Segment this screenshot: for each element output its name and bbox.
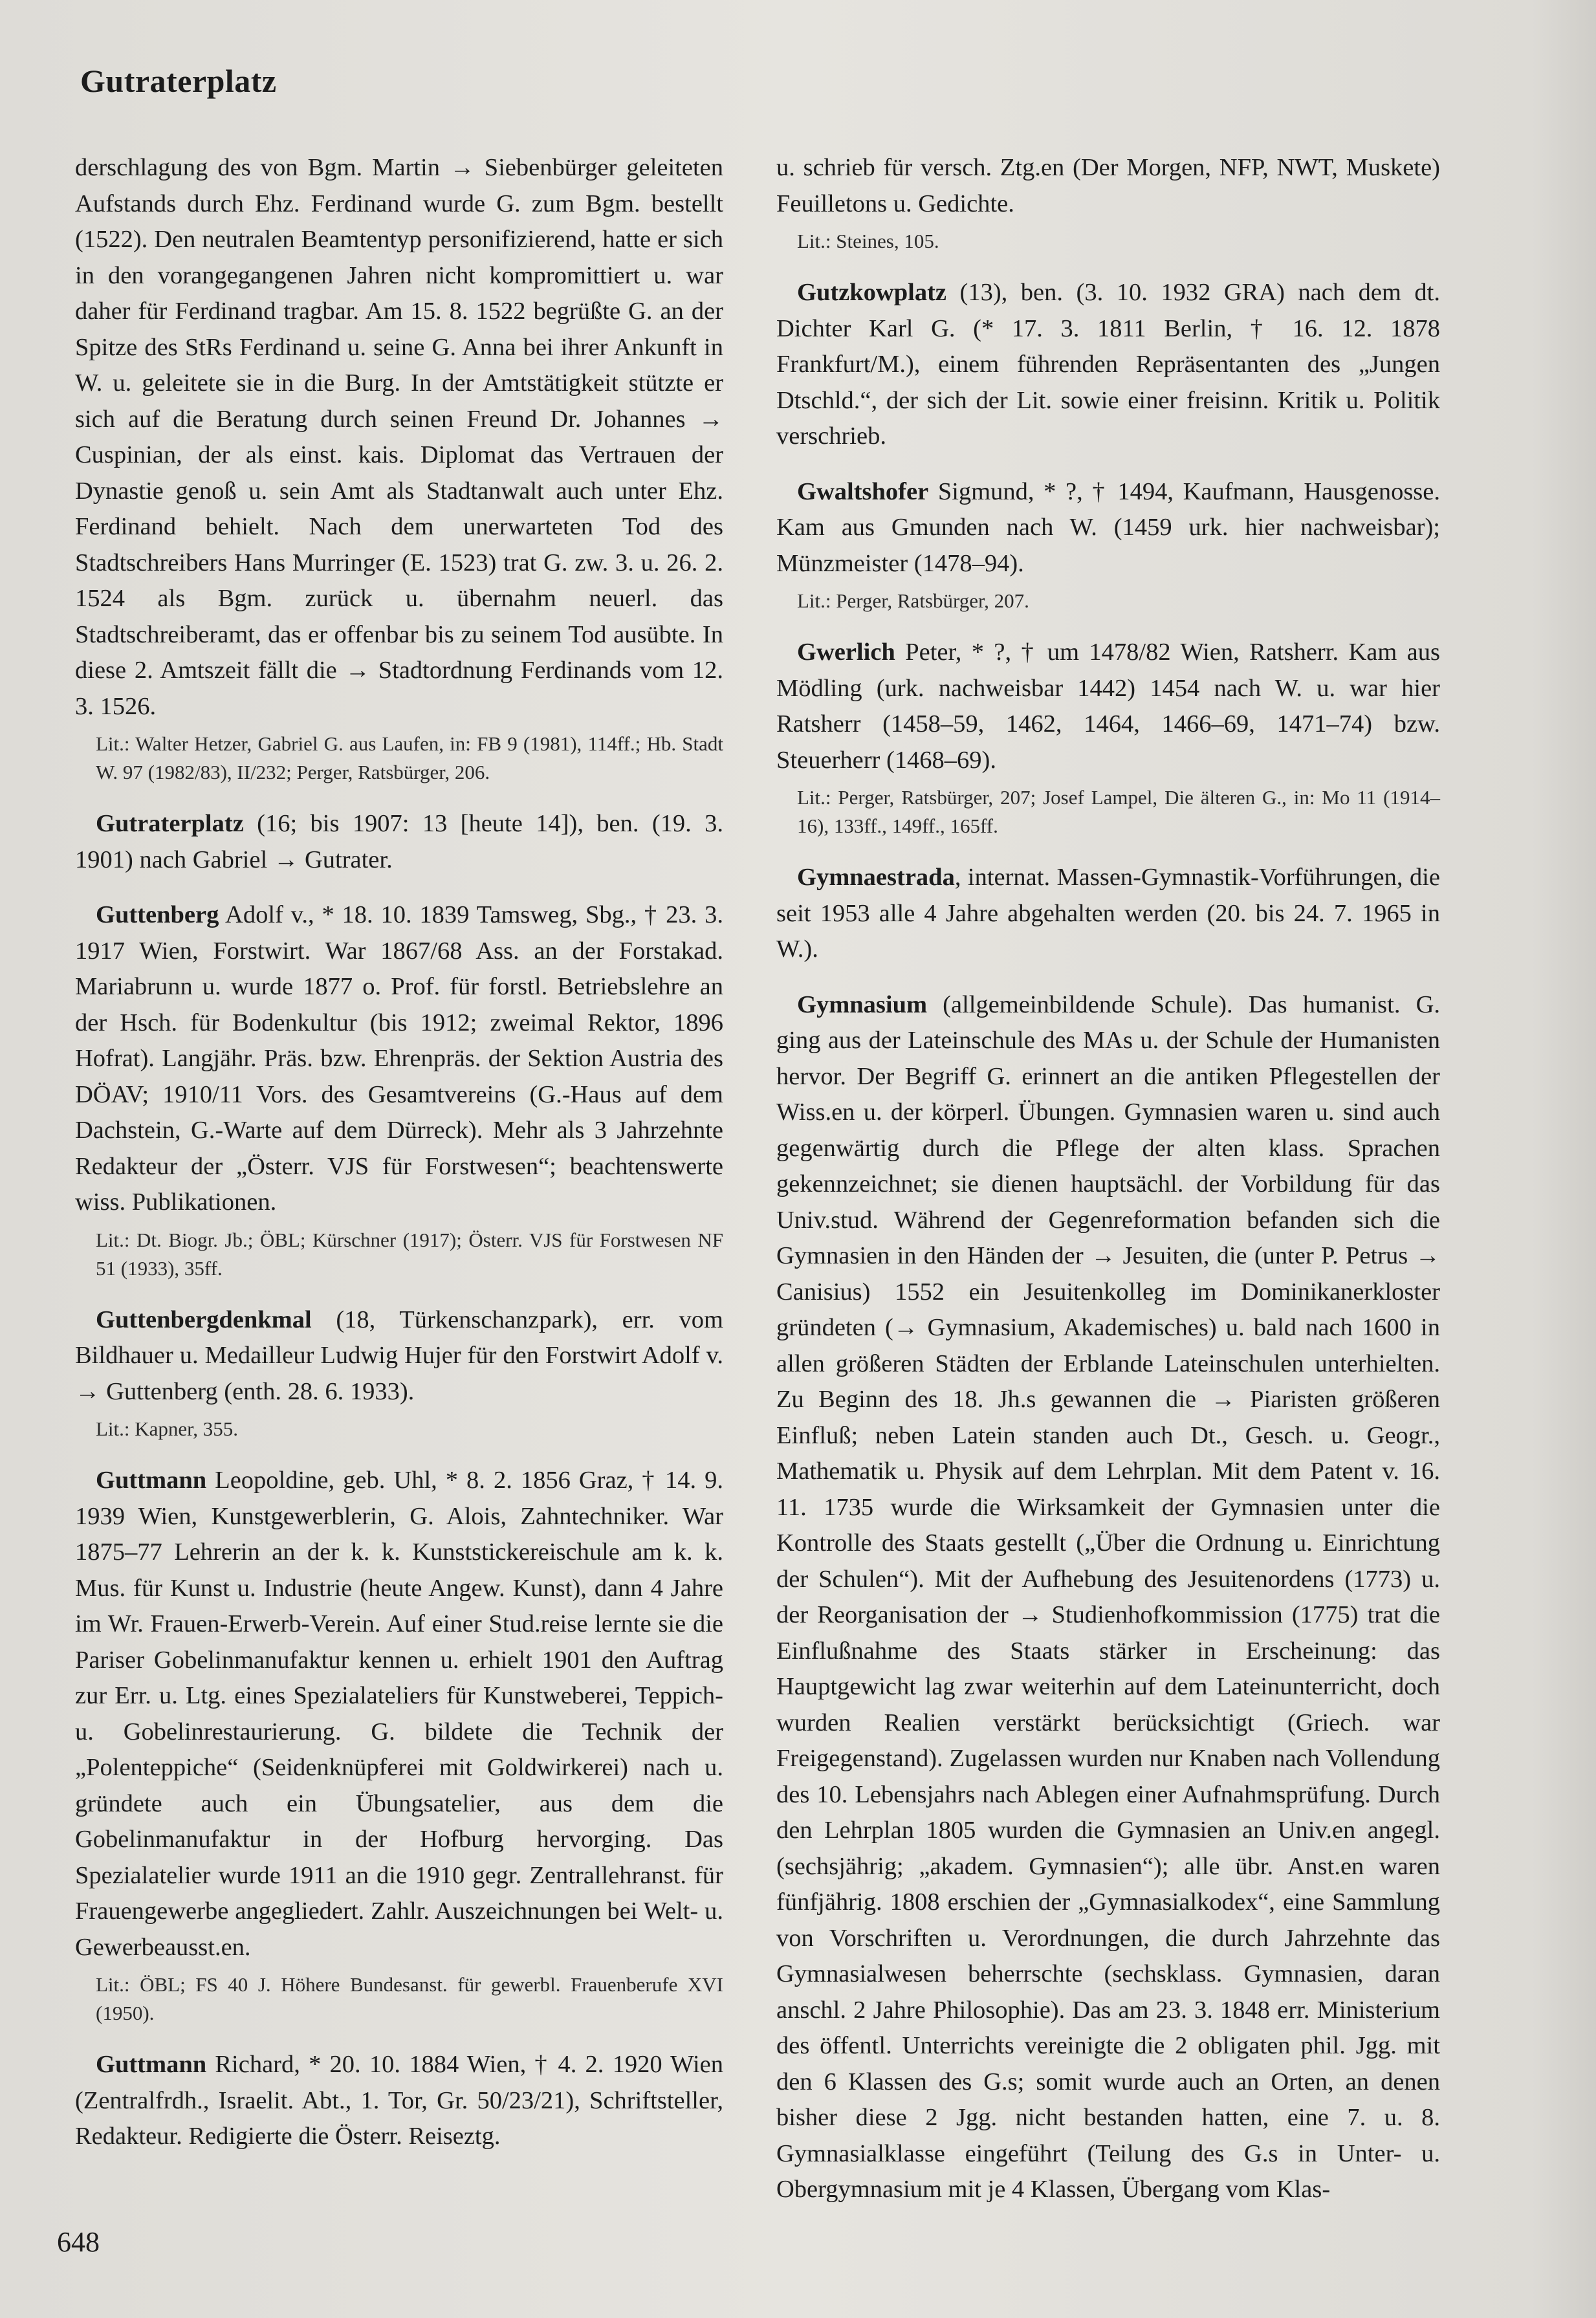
entry-text	[75, 150, 723, 725]
entry-gwaltshofer	[776, 474, 1440, 616]
entry-literature: Lit.: Perger, Ratsbürger, 207; Josef Lampel, Die älteren G., in: Mo 11 (1914–16), 133ff., 149ff., 165ff.	[797, 786, 1440, 837]
entry-gymnaestrada	[776, 860, 1440, 968]
entry-text	[776, 635, 1440, 778]
entry-headword: Gutraterplatz	[96, 810, 244, 837]
entry-body: Richard, * 20. 10. 1884 Wien, † 4. 2. 1920 Wien (Zentralfrdh., Israelit. Abt., 1. Tor, Gr. 50/23/21), Schriftsteller, Redakteur. Redigierte die Österr. Reiseztg.	[75, 2051, 723, 2150]
entry-guttmann-leopoldine	[75, 1463, 723, 2028]
entry-guttmann-richard-continued	[776, 150, 1440, 256]
entry-text	[776, 150, 1440, 222]
left-column	[75, 150, 723, 2174]
entry-literature: Lit.: Perger, Ratsbürger, 207.	[797, 589, 1029, 612]
entry-headword: Guttmann	[96, 1467, 207, 1494]
entry-headword: Gwerlich	[797, 639, 895, 666]
page-number: 648	[57, 2226, 100, 2258]
entry-gutrater-continued	[75, 150, 723, 787]
entry-text	[75, 897, 723, 1221]
entry-gutzkowplatz	[776, 275, 1440, 455]
entry-body: (18, Türkenschanzpark), err. vom Bildhauer u. Medailleur Ludwig Hujer für den Forstwirt Adolf v. → Guttenberg (enth. 28. 6. 1933).	[75, 1306, 723, 1405]
page-header: Gutraterplatz	[80, 63, 277, 99]
entry-headword: Guttenbergdenkmal	[96, 1306, 312, 1333]
entry-guttenberg	[75, 897, 723, 1283]
entry-text	[776, 987, 1440, 2208]
entry-literature: Lit.: ÖBL; FS 40 J. Höhere Bundesanst. für gewerbl. Frauenberufe XVI (1950).	[96, 1973, 723, 2024]
entry-body: Leopoldine, geb. Uhl, * 8. 2. 1856 Graz, † 14. 9. 1939 Wien, Kunstgewerblerin, G. Alois, Zahntechniker. War 1875–77 Lehrerin an der k. k. Kunststickereischule am k. k. Mus. für Kunst u. Industrie (heute Angew. Kunst), dann 4 Jahre im Wr. Frauen-Erwerb-Verein. Auf einer Stud.reise lernte sie die Pariser Gobelinmanufaktur kennen u. erhielt 1901 den Auftrag zur Err. u. Ltg. eines Spezialateliers für Kunstweberei, Teppich- u. Gobelinrestaurierung. G. bildete die Technik der „Polenteppiche“ (Seidenknüpferei mit Goldwirkerei) nach u. gründete auch ein Übungsatelier, aus dem die Gobelinmanufaktur in der Hofburg hervorging. Das Spezialatelier wurde 1911 an die 1910 gegr. Zentrallehranst. für Frauengewerbe angegliedert. Zahlr. Auszeichnungen bei Welt- u. Gewerbeausst.en.	[75, 1467, 723, 1961]
entry-headword: Guttmann	[96, 2051, 207, 2078]
entry-headword: Gutzkowplatz	[797, 279, 946, 306]
right-column	[776, 150, 1440, 2227]
entry-text	[75, 1463, 723, 1965]
entry-headword: Gymnasium	[797, 990, 928, 1018]
entry-text	[75, 806, 723, 878]
entry-gwerlich	[776, 635, 1440, 840]
entry-body: Sigmund, * ?, † 1494, Kaufmann, Hausgenosse. Kam aus Gmunden nach W. (1459 urk. hier nachweisbar); Münzmeister (1478–94).	[776, 477, 1440, 577]
entry-body: u. schrieb für versch. Ztg.en (Der Morgen, NFP, NWT, Muskete) Feuilletons u. Gedichte.	[776, 154, 1440, 217]
entry-body: (allgemeinbildende Schule). Das humanist. G. ging aus der Lateinschule des MAs u. der Schule der Humanisten hervor. Der Begriff G. erinnert an die antiken Pflegestellen der Wiss.en u. der körperl. Übungen. Gymnasien waren u. sind auch gegenwärtig durch die Pflege der alten klass. Sprachen gekennzeichnet; sie dienen hauptsächl. der Vorbildung für das Univ.stud. Während der Gegenreformation befanden sich die Gymnasien in den Händen der → Jesuiten, die (unter P. Petrus → Canisius) 1552 ein Jesuitenkolleg im Dominikanerkloster gründeten (→ Gymnasium, Akademisches) u. bald nach 1600 in allen größeren Städten der Erblande Lateinschulen unterhielten. Zu Beginn des 18. Jh.s gewannen die → Piaristen größeren Einfluß; neben Latein standen auch Dt., Gesch. u. Geogr., Mathematik u. Physik auf dem Lehrplan. Mit dem Patent v. 16. 11. 1735 wurde die Wirksamkeit der Gymnasien unter die Kontrolle des Staats gestellt („Über die Ordnung u. Einrichtung der Schulen“). Mit der Aufhebung des Jesuitenordens (1773) u. der Reorganisation der → Studienhofkommission (1775) trat die Einflußnahme des Staats stärker in Erscheinung: das Hauptgewicht lag zwar weiterhin auf dem Lateinunterricht, doch wurden Realien verstärkt berücksichtigt (Griech. war Freigegenstand). Zugelassen wurden nur Knaben nach Vollendung des 10. Lebensjahrs nach Ablegen einer Aufnahmsprüfung. Durch den Lehrplan 1805 wurden die Gymnasien an Univ.en angegl. (sechsjährig; „akadem. Gymnasien“); alle übr. Anst.en waren fünfjährig. 1808 erschien der „Gymnasialkodex“, eine Sammlung von Vorschriften u. Verordnungen, die durch Jahrzehnte das Gymnasialwesen beherrschte (sechsklass. Gymnasien, daran anschl. 2 Jahre Philosophie). Das am 23. 3. 1848 err. Ministerium des öffentl. Unterrichts vereinigte die 2 obligaten phil. Jgg. mit den 6 Klassen des G.s; somit wurde auch an Orten, an denen bisher diese 2 Jgg. nicht bestanden hatten, eine 7. u. 8. Gymnasialklasse eingeführt (Teilung des G.s in Unter- u. Obergymnasium mit je 4 Klassen, Übergang vom Klas-	[776, 990, 1440, 2203]
entry-literature: Lit.: Steines, 105.	[797, 230, 939, 252]
entry-text	[776, 275, 1440, 455]
entry-headword: Gwaltshofer	[797, 477, 929, 505]
entry-body: (16; bis 1907: 13 [heute 14]), ben. (19. 3. 1901) nach Gabriel → Gutrater.	[75, 810, 723, 873]
entry-headword: Guttenberg	[96, 901, 219, 928]
entry-text	[776, 860, 1440, 968]
entry-text	[75, 2047, 723, 2155]
entry-literature: Lit.: Walter Hetzer, Gabriel G. aus Laufen, in: FB 9 (1981), 114ff.; Hb. Stadt W. 97 (1982/83), II/232; Perger, Ratsbürger, 206.	[96, 732, 723, 783]
entry-text	[75, 1302, 723, 1410]
entry-headword: Gymnaestrada	[797, 864, 955, 891]
entry-text	[776, 474, 1440, 582]
entry-literature: Lit.: Dt. Biogr. Jb.; ÖBL; Kürschner (1917); Österr. VJS für Forstwesen NF 51 (1933), 35ff.	[96, 1228, 723, 1280]
entry-body: derschlagung des von Bgm. Martin → Siebenbürger geleiteten Aufstands durch Ehz. Ferdinand wurde G. zum Bgm. bestellt (1522). Den neutralen Beamtentyp personifizierend, hatte er sich in den vorangegangenen Jahren nicht kompromittiert u. war daher für Ferdinand tragbar. Am 15. 8. 1522 begrüßte G. an der Spitze des StRs Ferdinand u. seine G. Anna bei ihrer Ankunft in W. u. geleitete sie in die Burg. In der Amtstätigkeit stützte er sich auf die Beratung durch seinen Freund Dr. Johannes → Cuspinian, der als einst. kais. Diplomat das Vertrauen der Dynastie genoß u. sein Amt als Stadtanwalt auch unter Ehz. Ferdinand behielt. Nach dem unerwarteten Tod des Stadtschreibers Hans Murringer (E. 1523) trat G. zw. 3. u. 26. 2. 1524 als Bgm. zurück u. übernahm neuerl. das Stadtschreiberamt, das er offenbar bis zu seinem Tod ausübte. In diese 2. Amtszeit fällt die → Stadtordnung Ferdinands vom 12. 3. 1526.	[75, 154, 723, 720]
entry-body: (13), ben. (3. 10. 1932 GRA) nach dem dt. Dichter Karl G. (* 17. 3. 1811 Berlin, † 16. 12. 1878 Frankfurt/M.), einem führenden Repräsentanten des „Jungen Dtschld.“, der sich der Lit. sowie einer freisinn. Kritik u. Politik verschrieb.	[776, 279, 1440, 450]
entry-gymnasium	[776, 987, 1440, 2208]
entry-guttenbergdenkmal	[75, 1302, 723, 1444]
entry-body: Adolf v., * 18. 10. 1839 Tamsweg, Sbg., † 23. 3. 1917 Wien, Forstwirt. War 1867/68 Ass. an der Forstakad. Mariabrunn u. wurde 1877 o. Prof. für forstl. Betriebslehre an der Hsch. für Bodenkultur (bis 1912; zweimal Rektor, 1896 Hofrat). Langjähr. Präs. bzw. Ehrenpräs. der Sektion Austria des DÖAV; 1910/11 Vors. des Gesamtvereins (G.-Haus auf dem Dachstein, G.-Warte auf dem Dürreck). Mehr als 3 Jahrzehnte Redakteur der „Österr. VJS für Forstwesen“; beachtenswerte wiss. Publikationen.	[75, 901, 723, 1216]
entry-guttmann-richard	[75, 2047, 723, 2155]
entry-body: Peter, * ?, † um 1478/82 Wien, Ratsherr. Kam aus Mödling (urk. nachweisbar 1442) 1454 nach W. u. war hier Ratsherr (1458–59, 1462, 1464, 1466–69, 1471–74) bzw. Steuerherr (1468–69).	[776, 639, 1440, 774]
entry-body: , internat. Massen-Gymnastik-Vorführungen, die seit 1953 alle 4 Jahre abgehalten werden (20. bis 24. 7. 1965 in W.).	[776, 864, 1440, 963]
entry-literature: Lit.: Kapner, 355.	[96, 1417, 239, 1440]
entry-gutraterplatz	[75, 806, 723, 878]
